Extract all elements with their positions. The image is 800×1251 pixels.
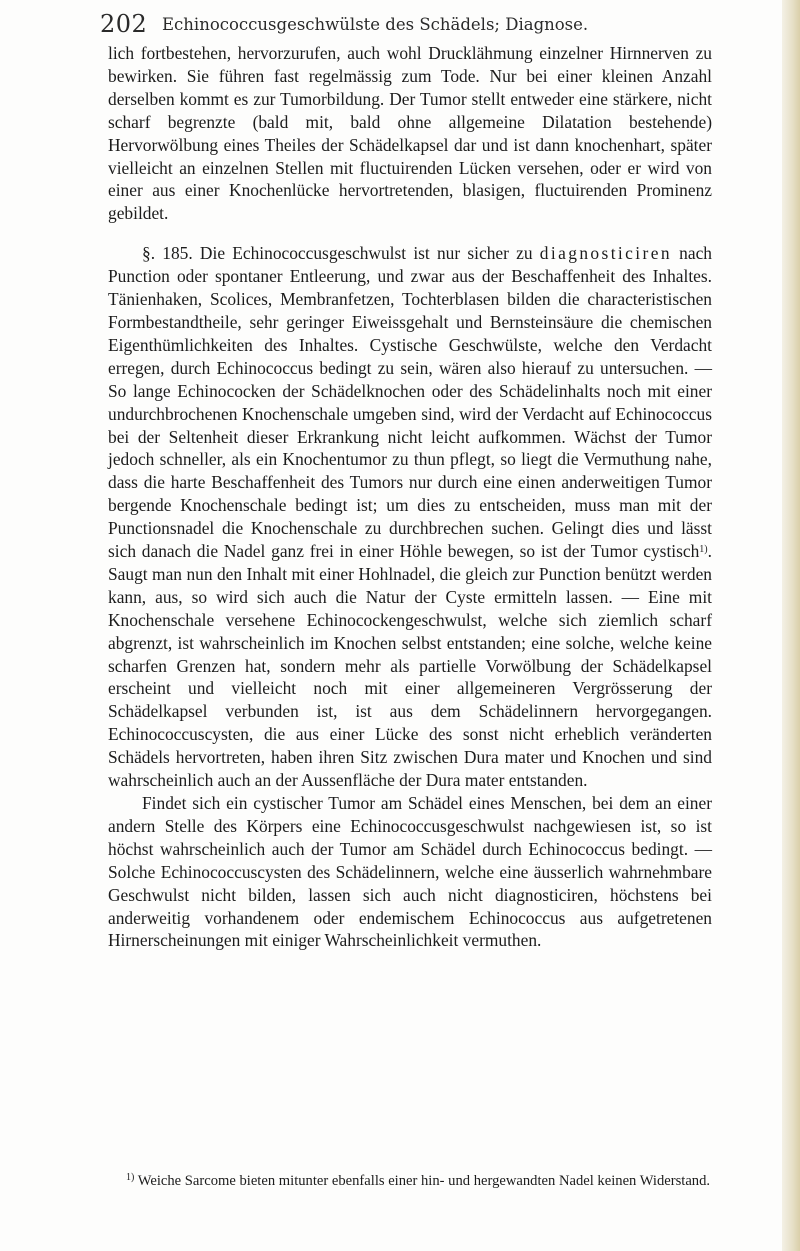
footnote <box>108 1172 712 1191</box>
emphasis-diagnosticiren: diagnosticiren <box>539 243 672 264</box>
running-title: Echinococcusgeschwülste des Schädels; Diagnose. <box>162 15 589 34</box>
page-number: 202 <box>100 10 148 38</box>
section-185-end: . Saugt man nun den Inhalt mit einer Hohlnadel, die gleich zur Punction benützt werden kann, aus, so wird sich auch die Natur der Cyste ermitteln lassen. — Eine mit Knochenschale versehene Echinocockengeschwulst, welche sich ziemlich scharf abgrenzt, ist wahrscheinlich im Knochen selbst entstanden; eine solche, welche keine scharfen Grenzen hat, sondern mehr als partielle Vorwölbung der Schädelkapsel erscheint und vielleicht noch mit einer allgemeineren Vergrösserung der Schädelkapsel verbunden ist, ist aus dem Schädelinnern hervorgegangen. Echinococcuscysten, die aus einer Lücke des sonst nicht erheblich veränderten Schädels hervortreten, haben ihren Sitz zwischen Dura mater und Knochen und sind wahrscheinlich auch an der Aussenfläche der Dura mater entstanden. <box>108 541 712 791</box>
page-header <box>100 10 720 44</box>
section-185-middle: nach Punction oder spontaner Entleerung, und zwar aus der Beschaffenheit des Inhaltes. Tänienhaken, Scolices, Membranfetzen, Tochterblasen bilden die characteristischen Formbestandtheile, sehr geringer Eiweissgehalt und Bernsteinsäure die chemischen Eigenthümlichkeiten des Inhaltes. Cystische Geschwülste, welche den Verdacht erregen, durch Echinococcus bedingt zu sein, wären also hierauf zu untersuchen. — So lange Echinococken der Schädelknochen oder des Schädelinhalts noch mit einer undurchbrochenen Knochenschale umgeben sind, wird der Verdacht auf Echinococcus bei der Seltenheit dieser Erkrankung nicht leicht aufkommen. Wächst der Tumor jedoch schneller, als ein Knochentumor zu thun pflegt, so liegt die Vermuthung nahe, dass die harte Beschaffenheit des Tumors nur durch eine einen anderweitigen Tumor bergende Knochenschale bedingt ist; um dies zu entscheiden, muss man mit der Punctionsnadel die Knochenschale zu durchbrechen suchen. Gelingt dies und lässt sich danach die Nadel ganz frei in einer Höhle bewegen, so ist der Tumor cystisch <box>108 243 712 562</box>
footnote-reference: 1) <box>699 544 708 556</box>
paragraph-section-185 <box>108 242 712 792</box>
footnote-marker: 1) <box>126 1172 135 1183</box>
section-185-start: §. 185. Die Echinococcusgeschwulst ist nur sicher zu <box>142 243 533 264</box>
body-text <box>108 42 712 952</box>
footnote-text: Weiche Sarcome bieten mitunter ebenfalls einer hin- und hergewandten Nadel keinen Widerstand. <box>137 1173 711 1189</box>
page-edge <box>782 0 800 1251</box>
paragraph-findet: Findet sich ein cystischer Tumor am Schädel eines Menschen, bei dem an einer andern Stelle des Körpers eine Echinococcusgeschwulst nachgewiesen ist, so ist höchst wahrscheinlich auch der Tumor am Schädel durch Echinococcus bedingt. — Solche Echinococcuscysten des Schädelinnern, welche eine äusserlich wahrnehmbare Geschwulst nicht bilden, lassen sich auch nicht diagnosticiren, höchstens bei anderweitig vorhandenem oder endemischem Echinococcus aus aufgetretenen Hirnerscheinungen mit einiger Wahrscheinlichkeit vermuthen. <box>108 793 712 951</box>
paragraph-continuation: lich fortbestehen, hervorzurufen, auch wohl Drucklähmung einzelner Hirnnerven zu bewirken. Sie führen fast regelmässig zum Tode. Nur bei einer kleinen Anzahl derselben kommt es zur Tumorbildung. Der Tumor stellt entweder eine stärkere, nicht scharf begrenzte (bald mit, bald ohne allgemeine Dilatation bestehende) Hervorwölbung eines Theiles der Schädelkapsel dar und ist dann knochenhart, später vielleicht an einzelnen Stellen mit fluctuirenden Lücken versehen, oder er wird von einer aus einer Knochenlücke hervortretenden, blasigen, fluctuirenden Prominenz gebildet. <box>108 43 712 224</box>
